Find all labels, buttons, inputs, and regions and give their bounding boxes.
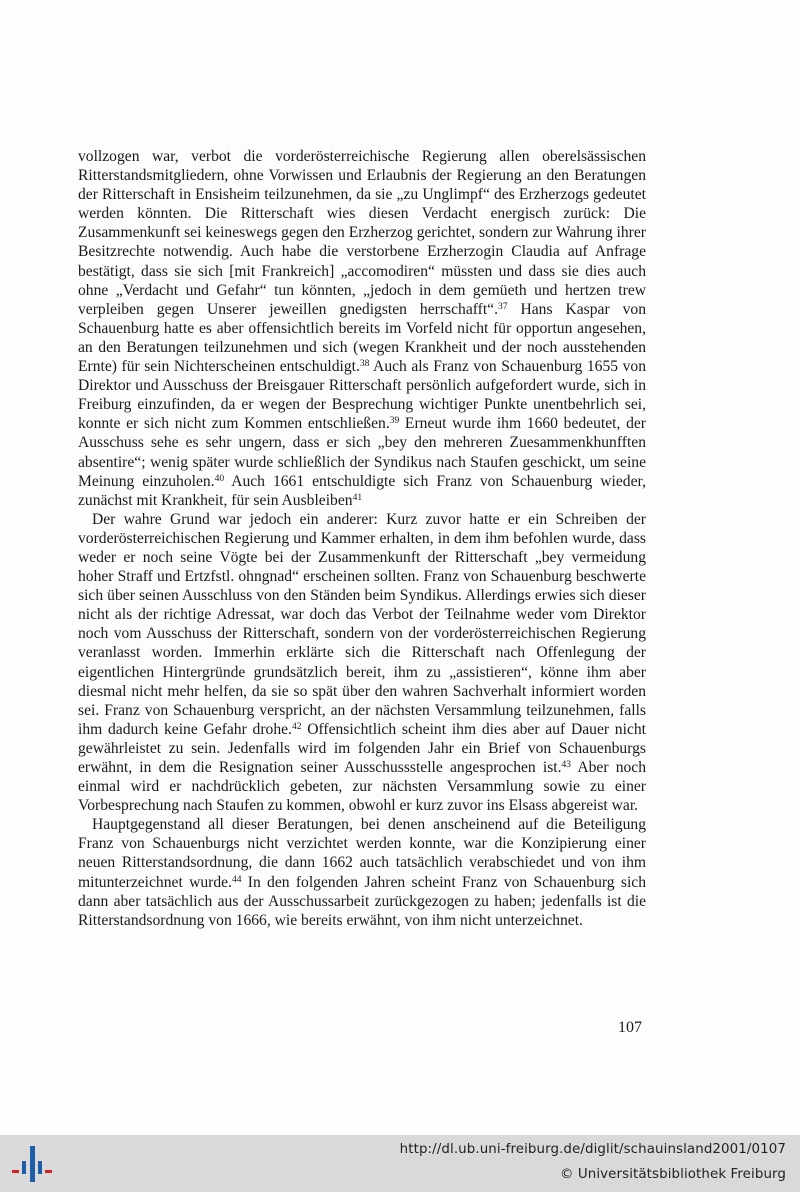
page-number: 107 <box>618 1019 642 1036</box>
footnote-ref: 41 <box>352 492 363 503</box>
text-segment: In den folgenden Jahren scheint Franz von Schauenburg sich dann aber tatsächlich aus der Ausschussarbeit zurückgezogen zu haben; jedenfalls ist die Ritterstandsordnung von 1666, wie bereits erwähnt, von ihm nicht unterzeichnet. <box>78 873 647 929</box>
footnote-ref: 44 <box>231 874 242 885</box>
source-url[interactable]: http://dl.ub.uni-freiburg.de/diglit/schauinsland2001/0107 <box>399 1142 786 1157</box>
copyright-notice: © Universitätsbibliothek Freiburg <box>560 1167 786 1182</box>
text-segment: Erneut wurde ihm 1660 bedeutet, der Ausschuss sehe es sehr ungern, dass er sich „bey den mehreren Zuesammenkhunfften absentire“; wenig später wurde schließlich der Syndikus nach Staufen geschickt, um seine Meinung einzuholen. <box>78 415 646 490</box>
text-segment: Aber noch einmal wird er nachdrücklich gebeten, zur nächsten Versammlung sowie zu einer Vorbesprechung nach Staufen zu kommen, obwohl er kurz zuvor ins Elsass abgereist war. <box>78 759 647 815</box>
footnote-ref: 37 <box>498 301 508 312</box>
footer-bar <box>0 1135 800 1192</box>
footnote-ref: 42 <box>291 721 302 732</box>
paragraph <box>78 815 646 930</box>
paragraph <box>78 147 646 510</box>
text-segment: Der wahre Grund war jedoch ein anderer: Kurz zuvor hatte er ein Schreiben der vorderösterreichischen Regierung und Kammer erhalten, in dem ihm befohlen wurde, dass weder er noch seine Vögte bei der Zusammenkunft der Ritterschaft „bey vermeidung hoher Straff und Ertzfstl. ohngnad“ erscheinen sollten. Franz von Schauenburg beschwerte sich über seinen Ausschluss von den Ständen beim Syndikus. Allerdings erwies sich dieser nicht als der richtige Adressat, war doch das Verbot der Teilnahme weder vom Direktor noch vom Ausschuss der Ritterschaft, sondern von der vorderösterreichischen Regierung veranlasst worden. Immerhin erklärte sich die Ritterschaft nach Offenlegung der eigentlichen Hintergründe grundsätzlich bereit, ihm zu „assistieren“, könne ihm aber diesmal nicht mehr helfen, da sie so spät über den wahren Sachverhalt informiert worden sei. Franz von Schauenburg verspricht, an der nächsten Versammlung teilzunehmen, falls ihm dadurch keine Gefahr drohe. <box>78 510 646 738</box>
ub-freiburg-logo-icon <box>10 1143 56 1185</box>
text-segment: Hans Kaspar von Schauenburg hatte es aber offensichtlich bereits im Vorfeld nicht für opportun angesehen, an den Beratungen teilzunehmen und sich (wegen Krankheit und der noch ausstehenden Ernte) für sein Nichterscheinen entschuldigt. <box>78 300 647 376</box>
paragraph <box>78 510 646 816</box>
text-segment: Auch 1661 entschuldigte sich Franz von Schauenburg wieder, zunächst mit Krankheit, für sein Ausbleiben <box>78 472 646 509</box>
footnote-ref: 40 <box>214 473 225 484</box>
text-segment: vollzogen war, verbot die vorderösterreichische Regierung allen oberelsässischen Ritterstandsmitgliedern, ohne Vorwissen und Erlaubnis der Regierung an den Beratungen der Ritterschaft in Ensisheim teilzunehmen, da sie „zu Unglimpf“ des Erzherzogs gedeutet werden könnten. Die Ritterschaft wies diesen Verdacht energisch zurück: Die Zusammenkunft sei keineswegs gegen den Erzherzog gerichtet, sondern zur Wahrung ihrer Besitzrechte notwendig. Auch habe die verstorbene Erzherzogin Claudia auf Anfrage bestätigt, dass sie sich [mit Frankreich] „accomodiren“ müssten und dass sie dies auch ohne „Verdacht und Gefahr“ tun könnten, „jedoch in dem gemüeth und hertzen trew verpleiben gegen Unserer jeweillen gnedigsten herrschafft“. <box>78 148 646 318</box>
footnote-ref: 38 <box>359 359 370 370</box>
text-segment: Hauptgegenstand all dieser Beratungen, bei denen anscheinend auf die Beteiligung Franz von Schauenburgs nicht verzichtet werden konnte, war die Konzipierung einer neuen Ritterstandsordnung, die dann 1662 auch tatsächlich verabschiedet und von ihm mitunterzeichnet wurde. <box>78 816 646 891</box>
footnote-ref: 43 <box>561 760 572 770</box>
body-text <box>78 147 646 930</box>
text-segment: Offensichtlich scheint ihm dies aber auf Dauer nicht gewährleistet zu sein. Jedenfalls wird im folgenden Jahr ein Brief von Schauenburgs erwähnt, in dem die Resignation seiner Ausschussstelle angesprochen ist. <box>78 720 646 776</box>
text-segment: Auch als Franz von Schauenburg 1655 von Direktor und Ausschuss der Breisgauer Ritterschaft persönlich aufgefordert wurde, sich in Freiburg einzufinden, da er wegen der Besprechung wichtiger Punkte unentbehrlich sei, konnte er sich nicht zum Kommen entschließen. <box>78 358 646 433</box>
footnote-ref: 39 <box>389 416 400 427</box>
